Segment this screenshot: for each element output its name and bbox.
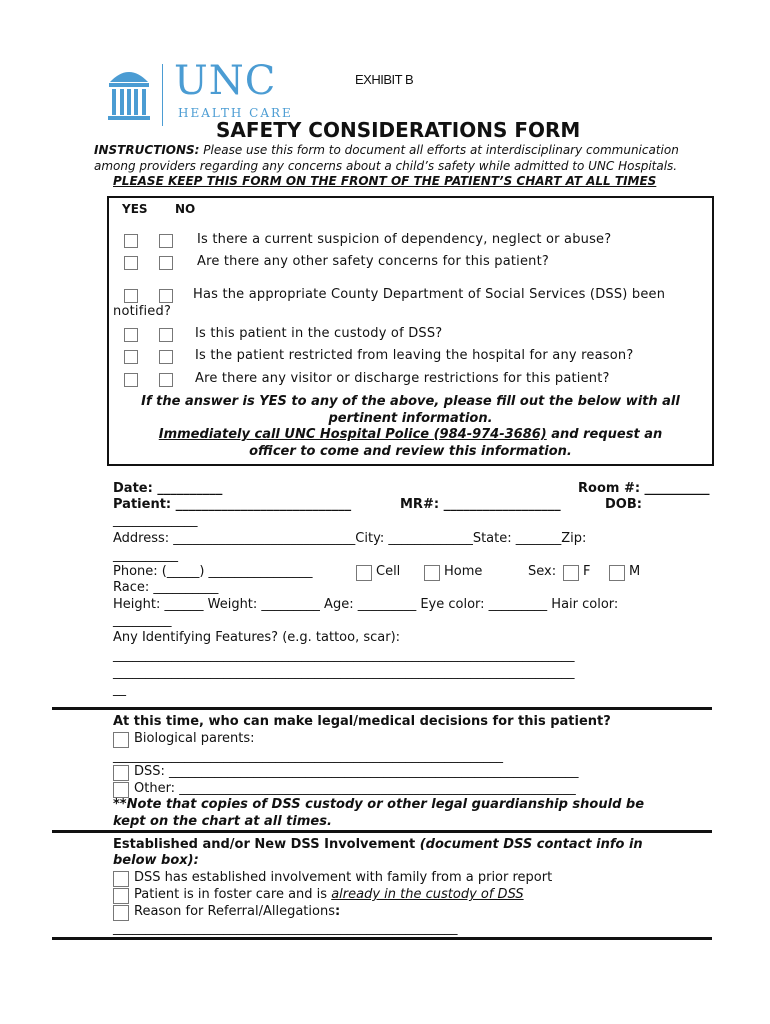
dob-field[interactable]: _____________: [113, 513, 198, 528]
legal-decisions-heading: At this time, who can make legal/medical decisions for this patient?: [113, 714, 611, 729]
police-call-link[interactable]: Immediately call UNC Hospital Police (984-974-3686): [158, 427, 547, 442]
q2-yes-checkbox[interactable]: [124, 256, 138, 270]
section-divider-1: [52, 707, 712, 710]
custody-note-line-1: **Note that copies of DSS custody or other legal guardianship should be: [113, 797, 645, 812]
referral-reason-label: [134, 904, 340, 919]
box-note-line-2: pertinent information.: [328, 410, 493, 426]
instructions-line-2: among providers regarding any concerns about a child’s safety while admitted to UNC Hospitals.: [94, 159, 678, 173]
box-note-line-4: officer to come and review this information.: [249, 443, 572, 459]
race-field[interactable]: Race: __________: [113, 580, 219, 595]
foster-care-label: [134, 887, 524, 902]
phone-field[interactable]: Phone: (_____) ________________: [113, 564, 313, 579]
foster-care-text: Patient is in foster care and is: [134, 887, 332, 902]
q1-no-checkbox[interactable]: [159, 234, 173, 248]
zip-field[interactable]: __________: [113, 548, 178, 563]
exhibit-label: EXHIBIT B: [355, 72, 414, 87]
biological-parents-checkbox[interactable]: [113, 732, 129, 748]
biological-parents-line[interactable]: ____________________________________________________________: [113, 749, 503, 764]
home-checkbox[interactable]: [424, 565, 440, 581]
dss-checkbox[interactable]: [113, 765, 129, 781]
instructions-text: Please use this form to document all efforts at interdisciplinary communication: [199, 143, 679, 157]
no-column-label: NO: [175, 202, 196, 216]
referral-reason-colon: :: [334, 904, 341, 919]
identifying-features-line-1[interactable]: _______________________________________________________________________: [113, 648, 575, 663]
referral-reason-checkbox[interactable]: [113, 905, 129, 921]
sex-f-label: F: [583, 564, 591, 579]
form-title: SAFETY CONSIDERATIONS FORM: [216, 118, 581, 142]
question-leaving-restricted: Is the patient restricted from leaving the hospital for any reason?: [195, 348, 634, 363]
box-note-line-3-tail: and request an: [546, 427, 663, 442]
question-other-concerns: Are there any other safety concerns for this patient?: [197, 254, 550, 269]
q5-no-checkbox[interactable]: [159, 350, 173, 364]
logo-divider: [162, 64, 163, 126]
cell-checkbox[interactable]: [356, 565, 372, 581]
q5-yes-checkbox[interactable]: [124, 350, 138, 364]
instructions-label: INSTRUCTIONS:: [94, 143, 200, 157]
q4-no-checkbox[interactable]: [159, 328, 173, 342]
yes-column-label: YES: [122, 202, 148, 216]
prior-report-label: DSS has established involvement with family from a prior report: [134, 870, 553, 885]
home-label: Home: [444, 564, 483, 579]
q3-yes-checkbox[interactable]: [124, 289, 138, 303]
referral-reason-line[interactable]: _____________________________________________________: [113, 921, 458, 936]
address-field[interactable]: Address: ____________________________City: _____________State: _______Zip:: [113, 531, 587, 546]
cell-label: Cell: [376, 564, 401, 579]
sex-f-checkbox[interactable]: [563, 565, 579, 581]
identifying-features-line-2[interactable]: _______________________________________________________________________: [113, 665, 575, 680]
hair-color-field[interactable]: _________: [113, 613, 172, 628]
prior-report-checkbox[interactable]: [113, 871, 129, 887]
section-divider-2: [52, 830, 712, 833]
question-dss-notified: Has the appropriate County Department of Social Services (DSS) been: [193, 287, 666, 302]
q6-no-checkbox[interactable]: [159, 373, 173, 387]
q3-no-checkbox[interactable]: [159, 289, 173, 303]
foster-care-checkbox[interactable]: [113, 888, 129, 904]
question-visitor-restrictions: Are there any visitor or discharge restrictions for this patient?: [195, 371, 610, 386]
sex-m-checkbox[interactable]: [609, 565, 625, 581]
dss-involvement-heading: [113, 837, 643, 852]
room-field[interactable]: Room #: __________: [578, 481, 710, 496]
identifying-features-label: Any Identifying Features? (e.g. tattoo, scar):: [113, 630, 401, 645]
identifying-features-line-3[interactable]: __: [113, 682, 126, 697]
logo-text: UNC: [174, 58, 277, 104]
old-well-icon: [106, 64, 152, 126]
keep-on-chart-note: PLEASE KEEP THIS FORM ON THE FRONT OF THE PATIENT’S CHART AT ALL TIMES: [113, 174, 657, 188]
q2-no-checkbox[interactable]: [159, 256, 173, 270]
dss-heading-note: (document DSS contact info in: [419, 837, 643, 852]
dss-heading-main: Established and/or New DSS Involvement: [113, 837, 420, 852]
question-dss-notified-cont: notified?: [113, 304, 172, 319]
foster-care-custody-text: already in the custody of DSS: [331, 887, 524, 902]
mr-field[interactable]: MR#: __________________: [400, 497, 561, 512]
q1-yes-checkbox[interactable]: [124, 234, 138, 248]
section-divider-3: [52, 937, 712, 940]
dss-field[interactable]: DSS: _______________________________________________________________: [134, 764, 579, 779]
custody-note-line-2: kept on the chart at all times.: [113, 814, 332, 829]
box-note-line-1: If the answer is YES to any of the above, please fill out the below with all: [141, 394, 680, 409]
measurements-field[interactable]: Height: ______ Weight: _________ Age: _________ Eye color: _________ Hair color:: [113, 597, 619, 612]
q6-yes-checkbox[interactable]: [124, 373, 138, 387]
patient-field[interactable]: Patient: ___________________________: [113, 497, 352, 512]
question-dss-custody: Is this patient in the custody of DSS?: [195, 326, 443, 341]
dss-heading-note-cont: below box):: [113, 853, 199, 868]
sex-m-label: M: [629, 564, 641, 579]
logo-subtext: HEALTH CARE: [178, 106, 293, 120]
other-field[interactable]: Other: _____________________________________________________________: [134, 781, 576, 796]
dob-label: DOB:: [605, 497, 642, 512]
question-abuse-suspicion: Is there a current suspicion of dependency, neglect or abuse?: [197, 232, 612, 247]
other-checkbox[interactable]: [113, 782, 129, 798]
box-note-line-3: [109, 427, 712, 444]
q4-yes-checkbox[interactable]: [124, 328, 138, 342]
date-field[interactable]: Date: __________: [113, 481, 223, 496]
box-note: [109, 394, 712, 460]
sex-label: Sex:: [528, 564, 557, 579]
referral-reason-text: Reason for Referral/Allegations: [134, 904, 335, 919]
biological-parents-label: Biological parents:: [134, 731, 255, 746]
instructions-line-1: [94, 143, 679, 157]
